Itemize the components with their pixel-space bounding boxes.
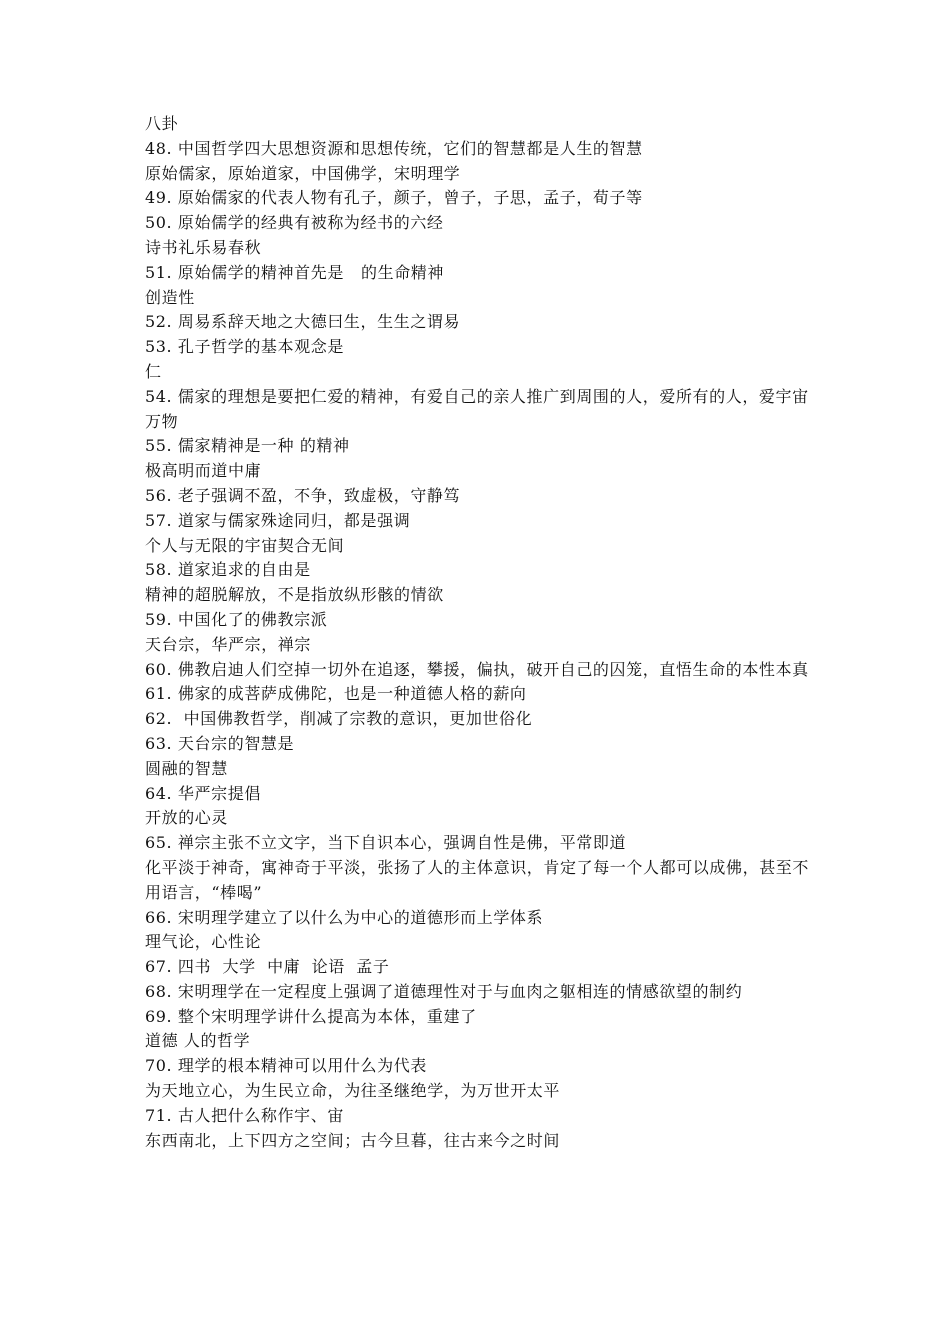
- question-59: 59. 中国化了的佛教宗派: [145, 609, 328, 629]
- answer-57: 个人与无限的宇宙契合无间: [145, 535, 345, 555]
- answer-48: 原始儒家，原始道家，中国佛学，宋明理学: [145, 163, 461, 183]
- question-61: 61. 佛家的成菩萨成佛陀，也是一种道德人格的薪向: [145, 684, 527, 704]
- question-69: 69. 整个宋明理学讲什么提高为本体，重建了: [145, 1006, 477, 1026]
- answer-58: 精神的超脱解放，不是指放纵形骸的情欲: [145, 585, 444, 605]
- answer-64: 开放的心灵: [145, 808, 229, 828]
- answer-50: 诗书礼乐易春秋: [145, 237, 262, 257]
- answer-51: 创造性: [145, 287, 195, 307]
- question-51: 51. 原始儒学的精神首先是 的生命精神: [145, 262, 444, 282]
- question-70: 70. 理学的根本精神可以用什么为代表: [145, 1056, 427, 1076]
- document-body: [145, 112, 813, 1153]
- answer-66: 理气论，心性论: [145, 932, 262, 952]
- question-65: 65. 禅宗主张不立文字，当下自识本心，强调自性是佛，平常即道: [145, 833, 627, 853]
- question-48: 48. 中国哲学四大思想资源和思想传统，它们的智慧都是人生的智慧: [145, 138, 643, 158]
- question-71: 71. 古人把什么称作宇、宙: [145, 1105, 344, 1125]
- question-68: 68. 宋明理学在一定程度上强调了道德理性对于与血肉之躯相连的情感欲望的制约: [145, 981, 743, 1001]
- question-49: 49. 原始儒家的代表人物有孔子，颜子，曾子，子思，孟子，荀子等: [145, 188, 643, 208]
- question-58: 58. 道家追求的自由是: [145, 560, 311, 580]
- question-54: 54. 儒家的理想是要把仁爱的精神，有爱自己的亲人推广到周围的人，爱所有的人，爱宇宙万物: [145, 386, 809, 431]
- answer-55: 极高明而道中庸: [145, 461, 262, 481]
- answer-70: 为天地立心，为生民立命，为往圣继绝学，为万世开太平: [145, 1081, 561, 1101]
- question-55: 55. 儒家精神是一种 的精神: [145, 436, 350, 456]
- answer-65: 化平淡于神奇，寓神奇于平淡，张扬了人的主体意识，肯定了每一个人都可以成佛，甚至不用语言，“棒喝”: [145, 857, 810, 902]
- text-line: 八卦: [145, 114, 179, 133]
- question-62: 62. 中国佛教哲学，削减了宗教的意识，更加世俗化: [145, 709, 533, 729]
- question-50: 50. 原始儒学的经典有被称为经书的六经: [145, 213, 444, 233]
- answer-53: 仁: [145, 361, 162, 381]
- question-60: 60. 佛教启迪人们空掉一切外在追逐，攀援，偏执，破开自己的囚笼，直悟生命的本性本真: [145, 659, 809, 679]
- question-66: 66. 宋明理学建立了以什么为中心的道德形而上学体系: [145, 907, 544, 927]
- question-64: 64. 华严宗提倡: [145, 783, 261, 803]
- answer-69: 道德 人的哲学: [145, 1031, 251, 1051]
- question-53: 53. 孔子哲学的基本观念是: [145, 337, 344, 357]
- answer-59: 天台宗，华严宗，禅宗: [145, 634, 312, 654]
- question-56: 56. 老子强调不盈，不争，致虚极，守静笃: [145, 485, 461, 505]
- answer-63: 圆融的智慧: [145, 758, 229, 778]
- question-67: 67. 四书 大学 中庸 论语 孟子: [145, 957, 390, 977]
- question-57: 57. 道家与儒家殊途同归，都是强调: [145, 510, 411, 530]
- answer-71: 东西南北，上下四方之空间；古今旦暮，往古来今之时间: [145, 1130, 561, 1150]
- question-63: 63. 天台宗的智慧是: [145, 733, 295, 753]
- question-52: 52. 周易系辞天地之大德曰生，生生之谓易: [145, 312, 461, 332]
